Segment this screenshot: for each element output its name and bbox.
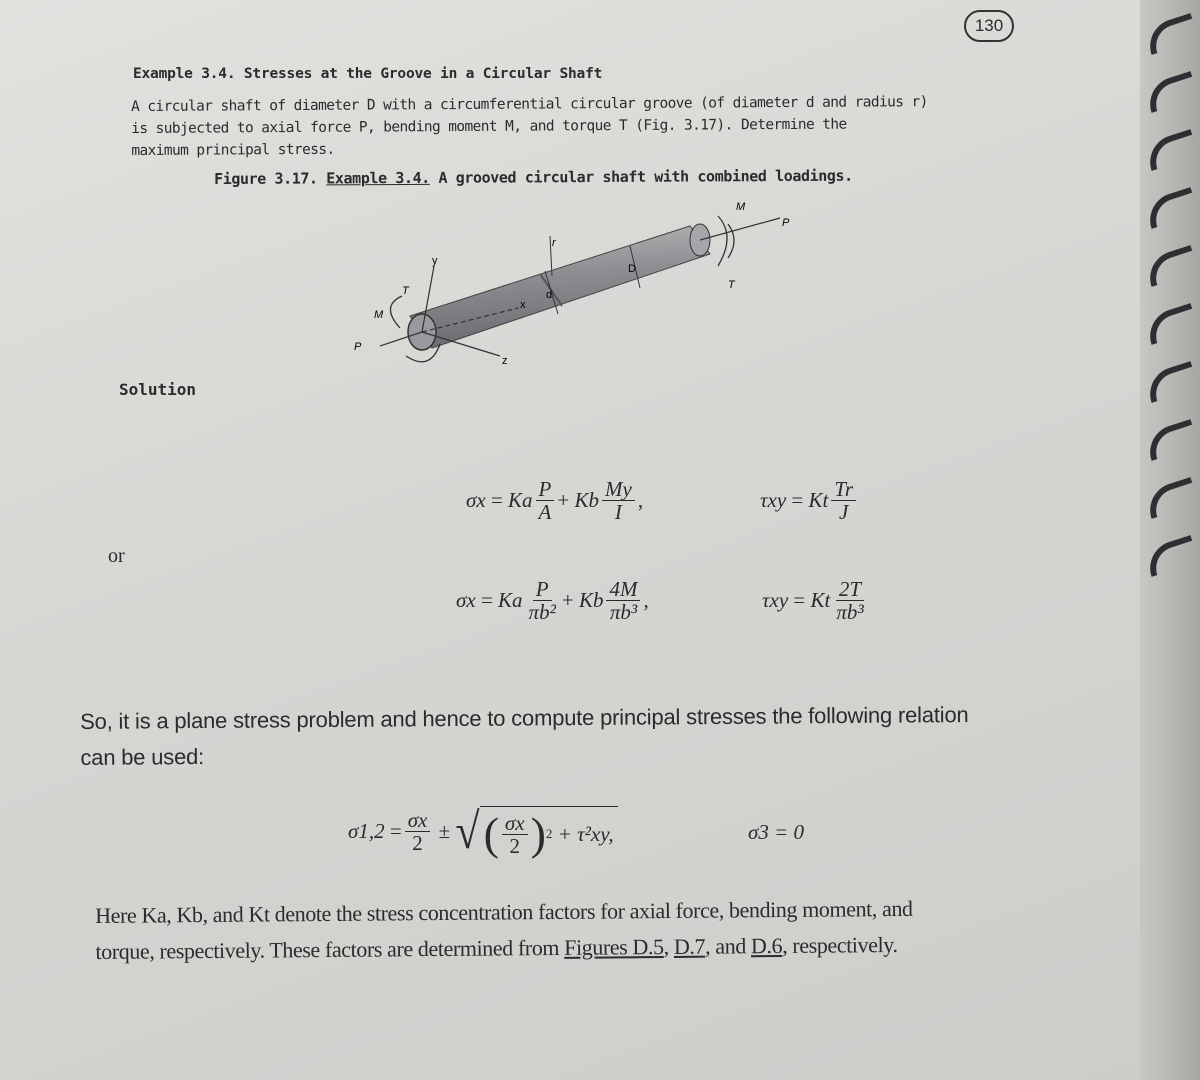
binding-ring bbox=[1143, 187, 1199, 229]
denominator: J bbox=[839, 500, 849, 524]
page-number: 130 bbox=[964, 10, 1014, 42]
binding-ring bbox=[1143, 535, 1199, 577]
kt-factor: Kt bbox=[810, 588, 831, 612]
solution-heading: Solution bbox=[119, 380, 197, 399]
fraction-p-a bbox=[536, 478, 555, 523]
denominator: I bbox=[614, 500, 622, 524]
numerator: 4M bbox=[606, 578, 640, 601]
example-line: is subjected to axial force P, bending moment M, and torque T (Fig. 3.17). Determine the bbox=[131, 116, 847, 137]
equation-shear-2 bbox=[762, 578, 870, 623]
label-x: x bbox=[520, 299, 526, 311]
label-P: P bbox=[782, 217, 790, 229]
denominator: A bbox=[538, 500, 552, 524]
kb-factor: Kb bbox=[578, 588, 604, 612]
denominator: πb³ bbox=[609, 600, 638, 624]
figure-label: Figure 3.17. bbox=[214, 169, 318, 188]
tau-xy: τxy bbox=[762, 588, 789, 612]
label-D: D bbox=[628, 263, 636, 275]
figure-d7-link[interactable]: D.7 bbox=[673, 933, 706, 959]
kt-factor: Kt bbox=[808, 488, 829, 512]
square-root: √ ( $\frac{\sigma x}{2}$ ) 2 + τ²xy, bbox=[455, 806, 617, 857]
equation-shear-1 bbox=[760, 478, 859, 523]
factors-paragraph bbox=[95, 889, 1086, 970]
or-label: or bbox=[108, 545, 125, 567]
equation-stress-1: σx = Ka $\frac{P}{A}$ + Kb $\frac{My}{I}$ , bbox=[466, 477, 644, 524]
label-P-left: P bbox=[354, 341, 362, 353]
numerator: Tr bbox=[831, 478, 856, 501]
ka-factor: Ka bbox=[498, 588, 523, 612]
equation-sigma3 bbox=[748, 820, 804, 845]
example-line: A circular shaft of diameter D with a circumferential circular groove (of diameter d and radius r) bbox=[131, 94, 928, 115]
plus-sign: + bbox=[561, 588, 574, 612]
fraction-sigma-2 bbox=[405, 809, 431, 854]
figure-d5-link[interactable]: Figures D.5 bbox=[564, 934, 664, 960]
tau-squared-term: + τ²xy, bbox=[557, 821, 614, 846]
denominator: 2 bbox=[509, 833, 520, 858]
label-r: r bbox=[552, 237, 556, 249]
sigma-x: σx bbox=[456, 588, 476, 612]
example-line: maximum principal stress. bbox=[131, 141, 335, 159]
equals-sign: = bbox=[791, 488, 804, 512]
label-T: T bbox=[728, 279, 735, 291]
radical-sign: √ bbox=[455, 802, 480, 860]
paragraph-line: torque, respectively. These factors are determined from Figures D.5, D.7, and D.6, respectively. bbox=[95, 931, 898, 964]
numerator: P bbox=[536, 478, 555, 501]
binding-ring bbox=[1143, 245, 1199, 287]
denominator: πb² bbox=[528, 600, 556, 624]
plus-sign: + bbox=[557, 488, 570, 512]
figure-d6-link[interactable]: D.6 bbox=[750, 933, 783, 959]
binding-ring bbox=[1143, 129, 1199, 171]
numerator: σx bbox=[405, 809, 431, 832]
equals-sign: = bbox=[793, 588, 806, 612]
binding-ring bbox=[1143, 13, 1199, 55]
plane-stress-paragraph bbox=[80, 696, 1081, 776]
equals-sign: = bbox=[480, 588, 493, 612]
label-T-left: T bbox=[402, 285, 409, 297]
numerator: P bbox=[533, 578, 552, 601]
paragraph-line: Here Ka, Kb, and Kt denote the stress concentration factors for axial force, bending moment, and bbox=[95, 895, 913, 928]
equation-stress-2: σx = Ka $\frac{P}{\text{πb²}}$ + Kb $\frac{4M}{\text{πb³}}$ , bbox=[456, 577, 649, 624]
fraction-2t-pib3 bbox=[833, 578, 866, 623]
denominator: πb³ bbox=[836, 600, 864, 624]
figure-caption bbox=[214, 167, 853, 188]
binding-ring bbox=[1143, 361, 1199, 403]
binding-ring bbox=[1143, 477, 1199, 519]
sigma-3: σ3 = 0 bbox=[748, 820, 805, 844]
grooved-shaft-figure bbox=[340, 196, 800, 376]
equation-principal-stress bbox=[348, 802, 618, 860]
shaft-body bbox=[410, 226, 710, 348]
label-M-left: M bbox=[374, 309, 384, 321]
example-link[interactable]: Example 3.4. bbox=[326, 168, 430, 188]
binding-ring bbox=[1143, 71, 1199, 113]
equals-sign: = bbox=[389, 819, 402, 843]
label-z: z bbox=[502, 355, 508, 367]
binding-ring bbox=[1143, 303, 1199, 345]
example-title: Example 3.4. Stresses at the Groove in a Circular Shaft bbox=[133, 66, 603, 82]
label-M: M bbox=[736, 201, 746, 213]
numerator: My bbox=[602, 478, 635, 501]
sigma-12: σ1,2 bbox=[348, 819, 385, 843]
label-d: d bbox=[546, 289, 553, 301]
figure-caption-text: A grooved circular shaft with combined loadings. bbox=[438, 166, 853, 187]
fraction-tr-j bbox=[831, 478, 856, 523]
sigma-x: σx bbox=[466, 488, 486, 512]
plus-minus-sign: ± bbox=[438, 819, 451, 843]
ka-factor: Ka bbox=[508, 488, 533, 512]
numerator: σx bbox=[502, 812, 528, 835]
fraction-sigma-2-inner bbox=[502, 812, 528, 857]
exponent: 2 bbox=[545, 826, 553, 841]
kb-factor: Kb bbox=[574, 488, 599, 512]
fraction-my-i bbox=[602, 478, 635, 523]
binding-ring bbox=[1143, 419, 1199, 461]
tau-xy: τxy bbox=[760, 488, 787, 512]
denominator: 2 bbox=[412, 831, 423, 855]
fraction-p-pib2 bbox=[526, 578, 559, 623]
numerator: 2T bbox=[836, 578, 864, 601]
spiral-binding bbox=[1140, 0, 1200, 1080]
fraction-4m-pib3 bbox=[606, 578, 640, 623]
label-y: y bbox=[432, 255, 438, 267]
example-statement bbox=[131, 91, 1001, 162]
paragraph-line: can be used: bbox=[80, 744, 205, 770]
equals-sign: = bbox=[490, 488, 503, 512]
paragraph-line: So, it is a plane stress problem and hence to compute principal stresses the following relation bbox=[80, 702, 969, 734]
